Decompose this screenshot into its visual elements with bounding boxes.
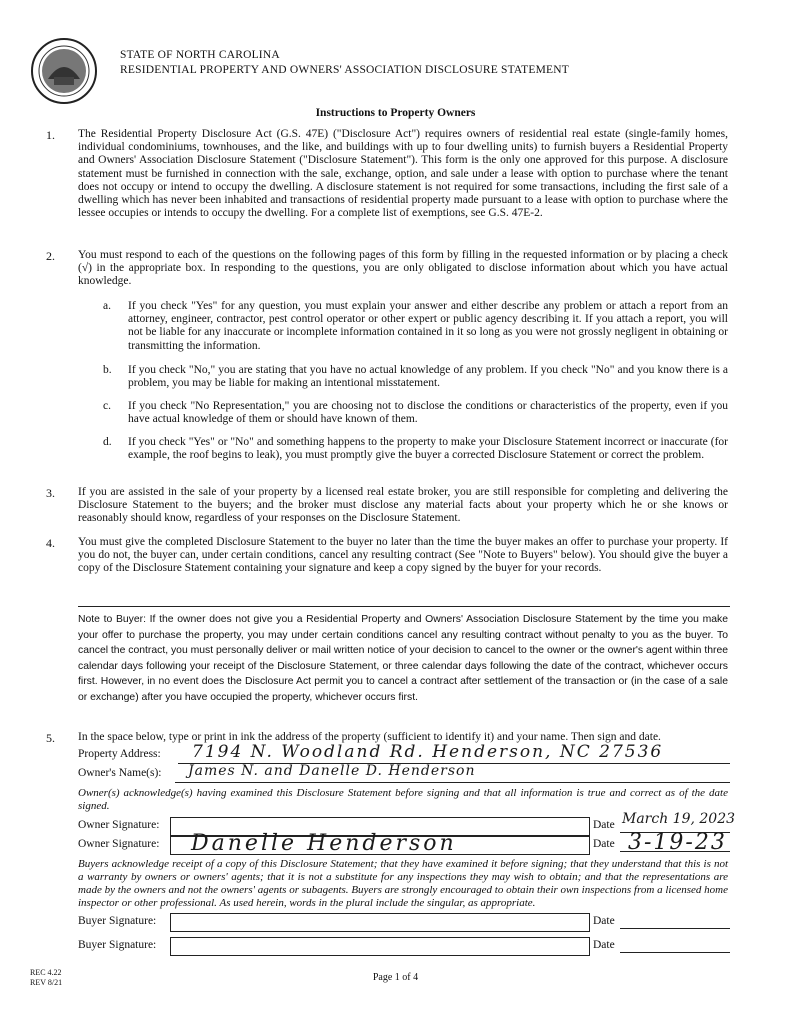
revision-code: REV 8/21 bbox=[30, 978, 63, 987]
date-label: Date bbox=[593, 939, 615, 951]
divider bbox=[78, 606, 730, 607]
property-address-field[interactable]: 7194 N. Woodland Rd. Henderson, NC 27536 bbox=[192, 742, 664, 762]
subitem-letter: c. bbox=[103, 400, 111, 412]
buyer-acknowledgement: Buyers acknowledge receipt of a copy of this Disclosure Statement; that they have examined it before signing; that they understand that this is not a warranty by owners or owners' agents; that it is not a substitute for any inspections they may wish to obtain; and that the representations are made by the owners and not the owners' agents or subagents. Buyers are strongly encouraged to obtain their own inspections from a licensed home inspector or other professional. As used herein, words in the plural include the singular, as appropriate. bbox=[78, 858, 728, 909]
owner-signature-field-2[interactable] bbox=[170, 831, 590, 856]
buyer-signature-label: Buyer Signature: bbox=[78, 939, 157, 951]
subitem-letter: a. bbox=[103, 300, 111, 312]
form-header bbox=[120, 48, 569, 78]
subitem-text: If you check "No," you are stating that you have no actual knowledge of any problem. If you check "No" and you know there is a problem, you may be liable for making an intentional misstatement. bbox=[128, 364, 728, 390]
buyer-signature-field-2[interactable] bbox=[170, 937, 590, 956]
owner-date-2[interactable]: 3-19-23 bbox=[628, 830, 727, 855]
date-label: Date bbox=[593, 838, 615, 850]
property-address-label: Property Address: bbox=[78, 748, 161, 760]
item-number: 2. bbox=[46, 249, 55, 263]
state-name: STATE OF NORTH CAROLINA bbox=[120, 49, 280, 61]
item-text: If you are assisted in the sale of your property by a licensed real estate broker, you are still responsible for completing and delivering the Disclosure Statement to the buyers; and the broker must disclose any material facts about your property which he or she knows or reasonably should know, regardless of your responses on the Disclosure Statement. bbox=[78, 486, 728, 525]
owner-acknowledgement: Owner(s) acknowledge(s) having examined this Disclosure Statement before signing and that all information is true and correct as of the date signed. bbox=[78, 787, 728, 812]
owner-signature-2-text: Danelle Henderson bbox=[191, 831, 457, 856]
buyer-signature-field-1[interactable] bbox=[170, 913, 590, 932]
item-number: 3. bbox=[46, 486, 55, 500]
date-label: Date bbox=[593, 915, 615, 927]
date-line[interactable] bbox=[620, 928, 730, 929]
date-line[interactable] bbox=[620, 952, 730, 953]
subitem-text: If you check "Yes" or "No" and something happens to the property to make your Disclosure Statement incorrect or inaccurate (for example, the roof begins to leak), you must promptly give the buyer a corrected Disclosure Statement or correct the problem. bbox=[128, 436, 728, 462]
owner-signature-label: Owner Signature: bbox=[78, 838, 160, 850]
owner-date-1[interactable]: March 19, 2023 bbox=[622, 811, 736, 827]
item-text: In the space below, type or print in ink the address of the property (sufficient to identify it) and your name. Then sign and date. bbox=[78, 731, 661, 743]
page-number: Page 1 of 4 bbox=[372, 972, 419, 983]
date-label: Date bbox=[593, 819, 615, 831]
item-text: The Residential Property Disclosure Act (G.S. 47E) ("Disclosure Act") requires owners of residential real estate (single-family homes, individual condominiums, townhouses, and the like, and buildings with up to four dwelling units) to furnish buyers a Residential Property and Owners' Association Disclosure Statement ("Disclosure Statement"). This form is the only one approved for this purpose. A disclosure statement must be furnished in connection with the sale, exchange, option, and sale under a lease with option to purchase where the tenant does not occupy or intend to occupy the dwelling. A disclosure statement is not required for some transactions, including the first sale of a dwelling which has never been inhabited and transactions of residential property made pursuant to a lease with option to purchase where the lessee occupies or intends to occupy the dwelling. For a complete list of exemptions, see G.S. 47E-2. bbox=[78, 128, 728, 220]
item-text: You must respond to each of the questions on the following pages of this form by filling in the requested information or by placing a check (√) in the appropriate box. In responding to the questions, you are only obligated to disclose information about which you have actual knowledge. bbox=[78, 249, 728, 288]
item-number: 4. bbox=[46, 536, 55, 550]
item-number: 5. bbox=[46, 731, 55, 745]
subitem-text: If you check "No Representation," you are choosing not to disclose the conditions or characteristics of the property, even if you have actual knowledge of them or should have known of them. bbox=[128, 400, 728, 426]
state-seal-icon bbox=[30, 37, 98, 105]
subitem-text: If you check "Yes" for any question, you must explain your answer and either describe any problem or attach a report from an attorney, engineer, contractor, pest control operator or other expert or public agency describing it. If you attach a report, you will not be liable for any inaccurate or incomplete information contained in it so long as you were not grossly negligent in obtaining or transmitting the information. bbox=[128, 300, 728, 352]
form-title: RESIDENTIAL PROPERTY AND OWNERS' ASSOCIATION DISCLOSURE STATEMENT bbox=[120, 64, 569, 76]
owner-signature-label: Owner Signature: bbox=[78, 819, 160, 831]
owners-name-line bbox=[175, 782, 730, 783]
owners-name-label: Owner's Name(s): bbox=[78, 767, 162, 779]
item-text: You must give the completed Disclosure Statement to the buyer no later than the time the buyer makes an offer to purchase your property. If you do not, the buyer can, under certain conditions, cancel any resulting contract (See "Note to Buyers" below). You should give the buyer a copy of the Disclosure Statement containing your signature and keep a copy signed by the buyer for your records. bbox=[78, 536, 728, 575]
subitem-letter: b. bbox=[103, 364, 112, 376]
note-to-buyer: Note to Buyer: If the owner does not give you a Residential Property and Owners' Association Disclosure Statement by the time you make your offer to purchase the property, you may under certain conditions cancel any resulting contract without penalty to you as the buyer. To cancel the contract, you must personally deliver or mail written notice of your decision to cancel to the owner or the owner's agent within three calendar days following your receipt of the Disclosure Statement, or three calendar days following the date of the contract, whichever occurs first. However, in no event does the Disclosure Act permit you to cancel a contract after settlement of the transaction or (in the case of a sale or exchange) after you have occupied the property, whichever occurs first. bbox=[78, 614, 728, 703]
form-code: REC 4.22 bbox=[30, 968, 62, 977]
instructions-title: Instructions to Property Owners bbox=[315, 107, 476, 119]
item-number: 1. bbox=[46, 128, 55, 142]
subitem-letter: d. bbox=[103, 436, 112, 448]
buyer-signature-label: Buyer Signature: bbox=[78, 915, 157, 927]
owners-name-field[interactable]: James N. and Danelle D. Henderson bbox=[188, 763, 476, 779]
